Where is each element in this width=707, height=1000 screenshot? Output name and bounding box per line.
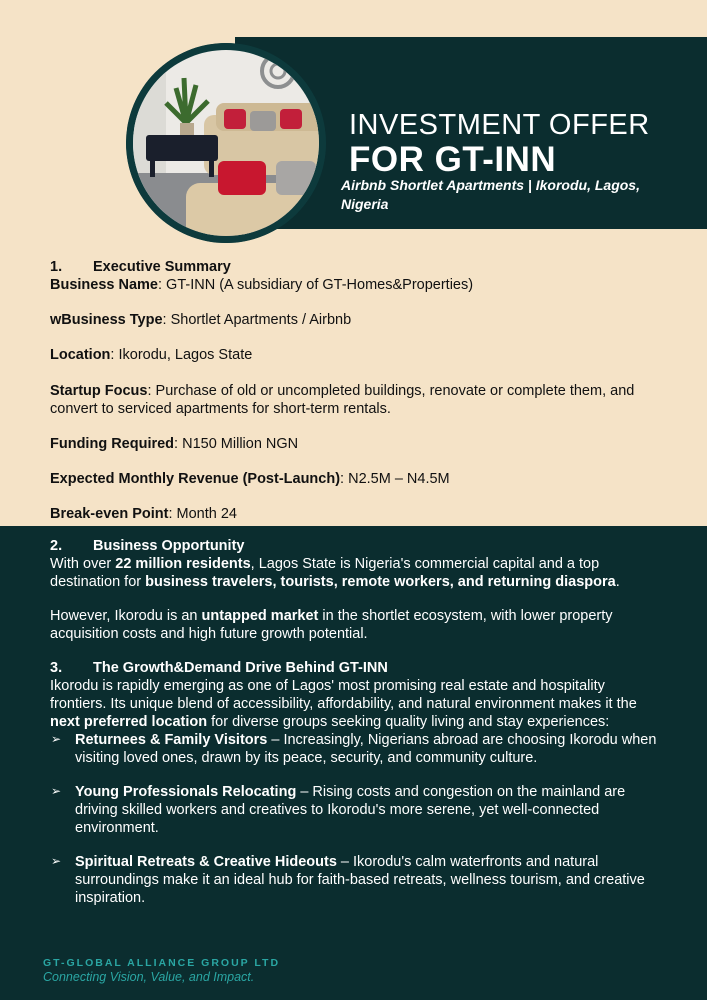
section-heading: 1. Executive Summary — [50, 259, 231, 275]
subtitle: Airbnb Shortlet Apartments | Ikorodu, Lagos, Nigeria — [341, 177, 640, 212]
footer — [43, 957, 280, 984]
arrow-bullet-icon: ➢ — [51, 783, 62, 798]
list-item: ➢ Returnees & Family Visitors – Increasingly, Nigerians abroad are choosing Ikorodu when visiting loved ones, drawn by its peace, security, and community culture. — [51, 731, 657, 766]
startup-focus: Startup Focus: Purchase of old or uncompleted buildings, renovate or complete them, and convert to serviced apartments for short-term rentals. — [50, 382, 635, 417]
title-line-1: INVESTMENT OFFER — [349, 109, 650, 141]
executive-summary — [50, 258, 675, 540]
business-type: wBusiness Type: Shortlet Apartments / Airbnb — [50, 312, 352, 329]
break-even-point: Break-even Point: Month 24 — [50, 506, 237, 522]
expected-revenue: Expected Monthly Revenue (Post-Launch): N2.5M – N4.5M — [50, 470, 450, 487]
growth-list — [50, 732, 665, 908]
section-heading: 2. Business Opportunity — [50, 538, 245, 554]
lower-content — [50, 538, 665, 923]
title-line-2: FOR GT-INN — [349, 140, 557, 179]
list-item: ➢ Young Professionals Relocating – Rising costs and congestion on the mainland are driving skilled workers and creatives to Ikorodu's more serene, yet well-connected environment. — [51, 783, 626, 836]
opportunity-paragraph-2: However, Ikorodu is an untapped market in the shortlet ecosystem, with lower property acquisition costs and high future growth potential. — [50, 607, 613, 642]
list-item: ➢ Spiritual Retreats & Creative Hideouts – Ikorodu's calm waterfronts and natural surroundings make it an ideal hub for faith-based retreats, wellness tourism, and creative inspiration. — [51, 853, 645, 906]
footer-tagline: Connecting Vision, Value, and Impact. — [43, 970, 255, 984]
section-heading: 3. The Growth&Demand Drive Behind GT-INN — [50, 659, 388, 676]
arrow-bullet-icon: ➢ — [51, 853, 62, 868]
funding-required: Funding Required: N150 Million NGN — [50, 435, 299, 452]
business-name: Business Name: GT-INN (A subsidiary of GT-Homes&Properties) — [50, 277, 474, 294]
arrow-bullet-icon: ➢ — [51, 731, 62, 746]
growth-intro: Ikorodu is rapidly emerging as one of Lagos' most promising real estate and hospitality frontiers. Its unique blend of accessibility, affordability, and natural environment makes it the next preferred location for diverse groups seeking quality living and stay experiences: — [50, 677, 637, 730]
location: Location: Ikorodu, Lagos State — [50, 347, 253, 364]
lower-panel — [0, 526, 707, 1000]
living-room-photo — [126, 43, 326, 243]
opportunity-paragraph-1: With over 22 million residents, Lagos State is Nigeria's commercial capital and a top destination for business travelers, tourists, remote workers, and returning diaspora. — [50, 555, 620, 590]
footer-org-name: GT-GLOBAL ALLIANCE GROUP LTD — [43, 957, 281, 969]
